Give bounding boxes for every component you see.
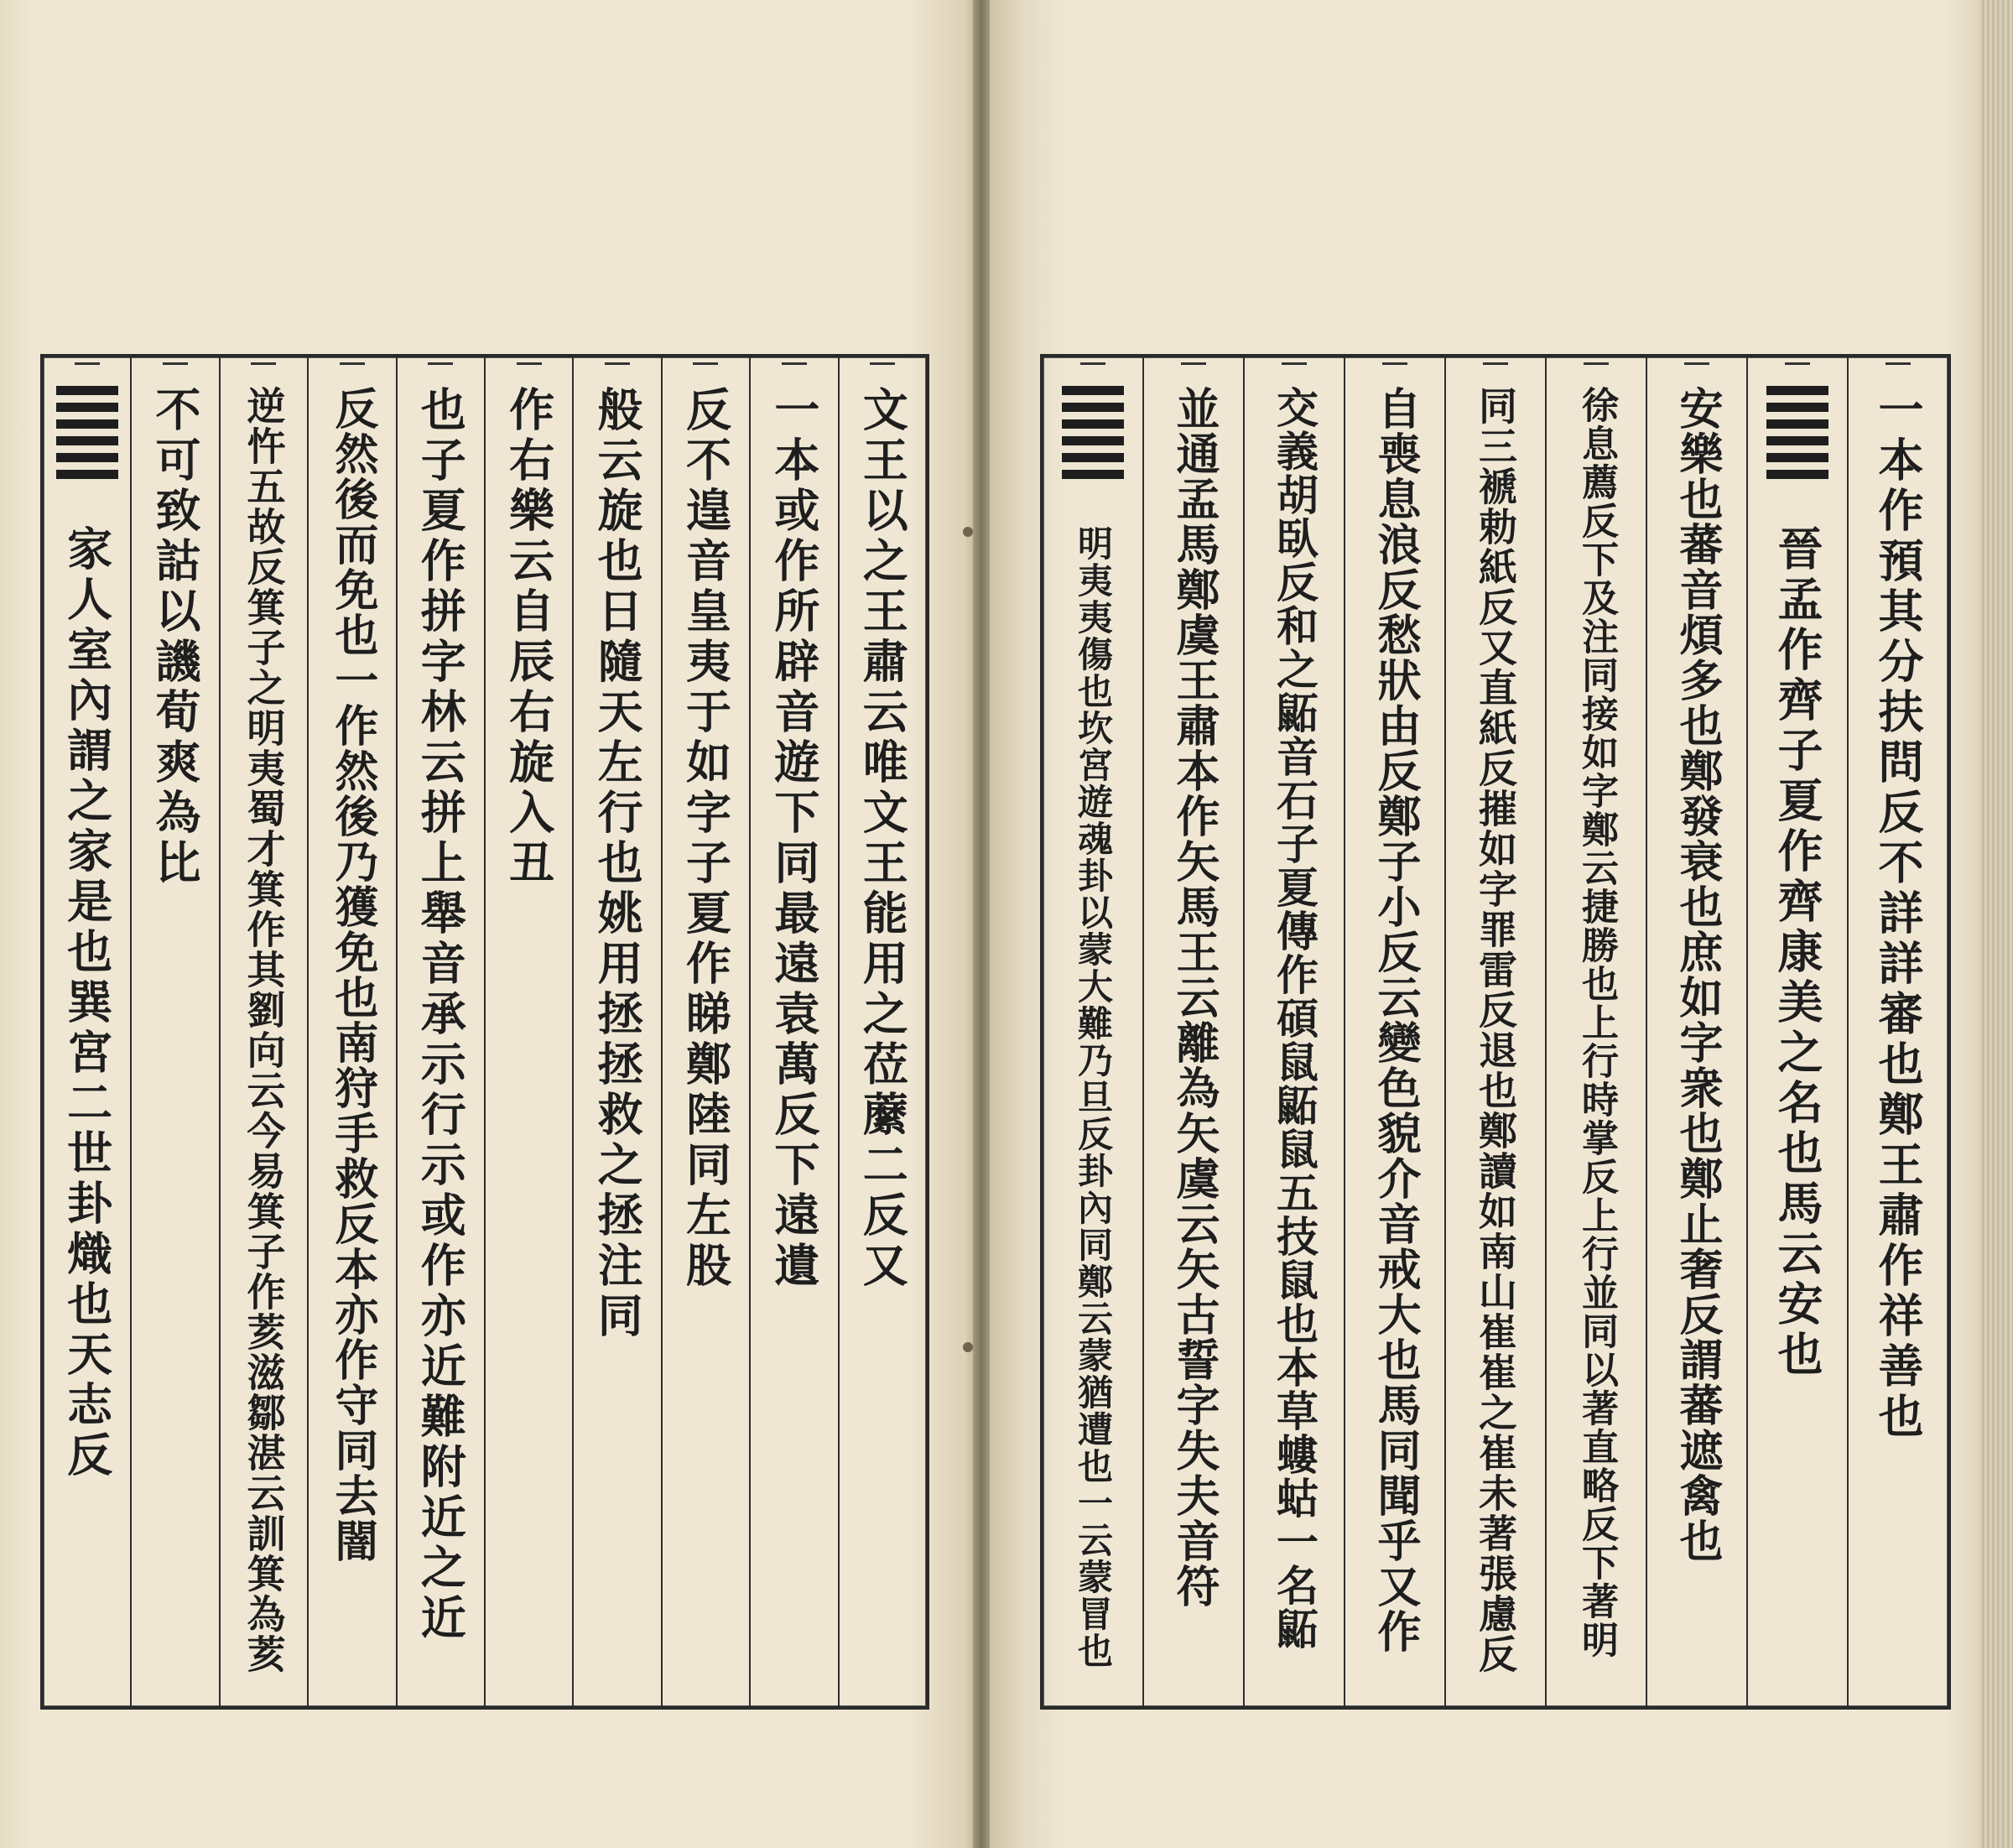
text-column [1847,357,1948,1706]
text-column [1646,357,1746,1706]
left-text-block [40,354,929,1710]
column-marker [75,362,100,370]
column-marker [1282,362,1307,370]
column-text: 不可致詁以譏荀爽為比 [148,386,203,889]
right-page [990,0,1979,1848]
column-text: 文王以之王肅云唯文王能用之莅䕷二反又 [856,386,910,1292]
text-column [838,357,926,1706]
text-column [1043,357,1142,1706]
column-marker [1886,362,1911,370]
column-text: 反不遑音皇夷于如字子夏作睇鄭陸同左股 [679,386,733,1292]
column-text: 安樂也蕃音煩多也鄭發衰也庶如字衆也鄭止奢反謂蕃遮禽也 [1672,386,1723,1564]
hexagram-symbol [1766,386,1828,479]
column-text: 反然後而免也一作然後乃獲免也南狩手救反本亦作守同去闇 [326,386,378,1564]
column-marker [517,362,542,370]
text-column [1344,357,1444,1706]
right-text-block [1040,354,1951,1710]
column-marker [1785,362,1810,370]
column-marker [1080,362,1105,370]
column-text: 並通孟馬鄭虞王肅本作矢馬王云離為矢虞云矢古誓字失夫音符 [1168,386,1220,1609]
column-text: 交義胡臥反和之鼫音石子夏傳作碩鼠鼫鼠五技鼠也本草螻蛄一名鼫 [1270,386,1319,1651]
column-text: 自喪息浪反愁狀由反鄭子小反云變色貌介音戒大也馬同聞乎又作 [1370,386,1421,1654]
hexagram-title: 明夷夷傷也坎宮遊魂卦以蒙大難乃旦反卦內同鄭云蒙猶遭也一云蒙冒也 [1073,525,1114,1669]
right-columns [1043,357,1948,1706]
hexagram-symbol [1062,386,1124,479]
column-text: 逆忤五故反箕子之明夷蜀才箕作其劉向云今易箕子作荄滋鄒湛云訓箕為荄 [241,386,287,1674]
book-gutter [973,0,990,1848]
text-column [1142,357,1243,1706]
column-text: 一本或作所辟音遊下同最遠袁萬反下遠遺 [767,386,821,1292]
column-text: 般云旋也日隨天左行也姚用拯拯救之拯注同 [590,386,645,1342]
column-marker [870,362,895,370]
text-column [307,357,395,1706]
column-marker [693,362,718,370]
column-text: 作右樂云自辰右旋入丑 [502,386,556,889]
text-column [130,357,218,1706]
page-stack-edge [1979,0,2013,1848]
text-column [219,357,307,1706]
text-column [1444,357,1545,1706]
column-marker [163,362,188,370]
text-column [1746,357,1847,1706]
column-marker [428,362,453,370]
column-marker [340,362,365,370]
text-column [44,357,130,1706]
column-text: 也子夏作拼字林云拼上舉音承示行示或作亦近難附近之近 [414,386,468,1644]
left-page [0,0,973,1848]
column-marker [1584,362,1609,370]
text-column [1545,357,1646,1706]
column-marker [605,362,630,370]
column-marker [1684,362,1709,370]
column-marker [251,362,276,370]
text-column [484,357,572,1706]
column-text: 同三褫勅紙反又直紙反摧如字罪雷反退也鄭讀如南山崔崔之崔未著張慮反 [1473,386,1518,1674]
column-marker [1181,362,1206,370]
hexagram-title: 家人室內謂之家是也巽宮二世卦熾也天志反 [60,525,114,1481]
text-column [572,357,660,1706]
text-column [396,357,484,1706]
column-text: 徐息薦反下及注同接如字鄭云捷勝也上行時掌反上行並同以著直略反下著明 [1575,386,1618,1659]
binding-hole [963,527,973,537]
left-columns [44,357,926,1706]
hexagram-title: 晉孟作齊子夏作齊康美之名也馬云安也 [1771,525,1824,1381]
text-column [749,357,837,1706]
hexagram-symbol [56,386,118,479]
column-text: 一本作預其分扶問反不詳詳審也鄭王肅作祥善也 [1871,386,1925,1443]
text-column [1243,357,1344,1706]
column-marker [782,362,807,370]
column-marker [1483,362,1508,370]
text-column [661,357,749,1706]
column-marker [1382,362,1407,370]
binding-hole [963,1342,973,1352]
